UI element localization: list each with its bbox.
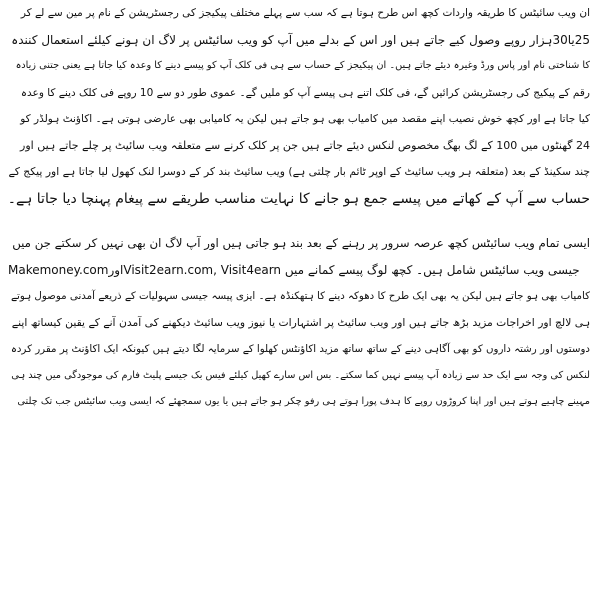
paragraph-1-line-4: رقم کے پیکیج کی رجسٹریشن کرائیں گے، فی کلک اتنے ہی پیسے آپ کو ملیں گے۔ عموی طور دو سے 10 روپے فی کلک دینے کا وعدہ <box>20 86 590 99</box>
paragraph-1-line-2: 25یا30ہزار روپے وصول کیے جاتے ہیں اور اس کے بدلے میں آپ کو ویب سائیٹس پر لاگ ان ہونے کیلئے استعمال کنندہ <box>11 32 590 47</box>
paragraph-1-line-6: 24 گھنٹوں میں 100 کے لگ بھگ مخصوص لنکس دیئے جاتے ہیں جن پر کلک کرنے سے متعلقہ ویب سائیٹ پر چلے جاتے ہیں اور <box>20 138 590 152</box>
paragraph-2-line-4: ہی لالچ اور اخراجات مزید بڑھ جاتے ہیں اور ویب سائیٹ پر اشتہارات یا نیوز ویب سائیٹ دیکھنے کی آمدن آنے کے یقین کیساتھ اپنے <box>11 315 590 329</box>
paragraph-1-line-3: کا شناختی نام اور پاس ورڈ وغیرہ دیئے جاتے ہیں۔ ان پیکیجز کے حساب سے ہی فی کلک آپ کو پیسے دینے کا وعدہ کیا جاتا ہے یعنی جتنی زیادہ <box>15 60 590 71</box>
paragraph-2-line-5: دوستوں اور رشتہ داروں کو بھی آگاہی دینے کے ساتھ ساتھ مزید اکاؤنٹس کھلوا کے سرمایہ لگا دیتے ہیں کیونکہ ایک اکاؤنٹ پر مقرر کردہ <box>10 343 590 355</box>
paragraph-1-line-5: کیا جاتا ہے اور کچھ خوش نصیب اپنے مقصد میں کامیاب بھی ہو جاتے ہیں لیکن یہ کامیابی بھی عارضی ہوتی ہے۔ اکاؤنٹ ہولڈر کو <box>20 113 590 125</box>
paragraph-1 <box>8 0 590 212</box>
paragraph-2-line-2: Makemoney.comاورVisit2earn.com, Visit4earn جیسی ویب سائیٹس شامل ہیں۔ کچھ لوگ پیسے کمانے میں <box>8 262 580 277</box>
paragraph-2-line-1: ایسی تمام ویب سائیٹس کچھ عرصہ سرور پر رہنے کے بعد بند ہو جاتی ہیں اور آپ لاگ ان بھی نہیں کر سکتے جن میں <box>12 236 590 250</box>
paragraph-1-line-8: حساب سے آپ کے کھاتے میں پیسے جمع ہو جانے کا نہایت مناسب طریقے سے پیغام پہنچا دیا جاتا ہے۔ <box>8 190 590 207</box>
paragraph-2-line-7: مہینے چاہیے ہوتے ہیں اور اپنا کروڑوں روپے کا ہدف پورا ہوتے ہی رفو چکر ہو جاتے ہیں یا یوں سمجھئے کہ ایسی ویب سائیٹس جب تک چلتی <box>17 396 590 407</box>
paragraph-2-line-3: کامیاب بھی ہو جاتے ہیں لیکن یہ بھی ایک طرح کا دھوکہ دینے کا ہتھکنڈہ ہے۔ ایزی پیسہ جیسی سہولیات کے ذریعے آمدنی موصول ہوتے <box>11 290 590 302</box>
article-body <box>8 0 590 416</box>
paragraph-1-line-7: چند سکینڈ کے بعد (متعلقہ ہر ویب سائیٹ کے اوپر ٹائم بار چلتی ہے) ویب سائیٹ بند کر کے دوسرا لنک کھول لیا جاتا ہے اور پیکج کے <box>8 165 590 178</box>
paragraph-2-line-6: لنکس کی وجہ سے ایک حد سے زیادہ آپ پیسے نہیں کما سکتے۔ بس اس سارے کھیل کیلئے فیس بک جیسے پلیٹ فارم کی موجودگی میں چند ہی <box>11 369 590 381</box>
paragraph-2 <box>8 230 590 416</box>
paragraph-1-line-1: ان ویب سائیٹس کا طریقہ واردات کچھ اس طرح ہوتا ہے کہ سب سے پہلے مختلف پیکیجز کی رجسٹریشن کے نام پر مین سے لے کر <box>20 7 590 19</box>
